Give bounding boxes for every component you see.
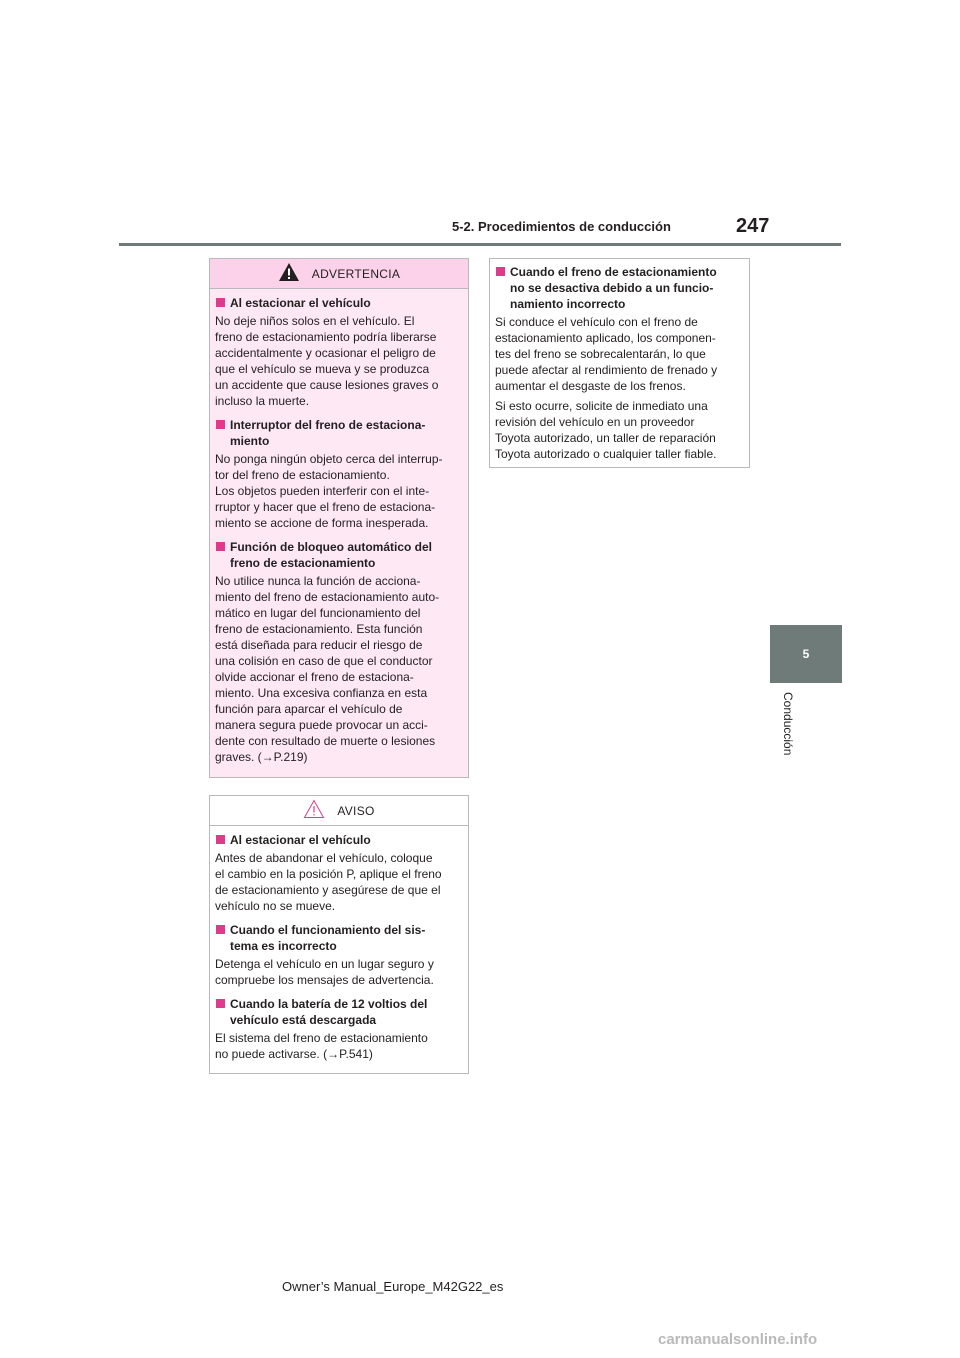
warning-header xyxy=(210,259,468,289)
chapter-label xyxy=(760,692,830,767)
notice-item-title: Al estacionar el vehículo xyxy=(215,832,464,848)
chapter-tab xyxy=(770,625,842,683)
info-body xyxy=(490,259,749,462)
warning-item-body: No deje niños solos en el vehículo. El freno de estacionamiento podría liberarse accidentalmente y ocasionar el peligro de que el vehículo se mueva y se produzca un accidente que cause lesiones graves o incluso la muerte. xyxy=(215,314,439,408)
notice-item-title: Cuando la batería de 12 voltios del vehículo está descargada xyxy=(215,996,464,1028)
info-item-body: Si conduce el vehículo con el freno de estacionamiento aplicado, los componen- tes del freno se sobrecalentarán, lo que puede afectar al rendimiento de frenado y aumentar el desgaste de los frenos. xyxy=(495,315,718,393)
notice-item-title: Cuando el funcionamiento del sis- tema es incorrecto xyxy=(215,922,464,954)
warning-item-body: No ponga ningún objeto cerca del interrup- tor del freno de estacionamiento. Los objetos pueden interferir con el inte- rruptor y hacer que el freno de estaciona- miento se accione de forma inesperada. xyxy=(215,452,443,530)
section-title: 5-2. Procedimientos de conducción xyxy=(452,219,671,234)
warning-item-title: Al estacionar el vehículo xyxy=(215,295,464,311)
notice-header xyxy=(210,796,468,826)
notice-title: AVISO xyxy=(337,803,375,818)
caution-triangle-icon xyxy=(303,799,325,819)
notice-body xyxy=(210,826,468,1062)
notice-item-body: Detenga el vehículo en un lugar seguro y compruebe los mensajes de advertencia. xyxy=(215,957,434,987)
warning-item-title: Función de bloqueo automático del freno de estacionamiento xyxy=(215,539,464,571)
notice-item-body: El sistema del freno de estacionamiento no puede activarse. (→P.541) xyxy=(215,1031,428,1061)
chapter-number: 5 xyxy=(802,647,810,661)
footer-text: Owner’s Manual_Europe_M42G22_es xyxy=(282,1279,504,1294)
info-box xyxy=(489,258,750,468)
chapter-label-text: Conducción xyxy=(781,692,795,756)
info-item-body: Si esto ocurre, solicite de inmediato una revisión del vehículo en un proveedor Toyota autorizado, un taller de reparación Toyota autorizado o cualquier taller fiable. xyxy=(495,399,717,461)
watermark: carmanualsonline.info xyxy=(658,1331,818,1348)
warning-item-title: Interruptor del freno de estaciona- miento xyxy=(215,417,464,449)
warning-title: ADVERTENCIA xyxy=(311,266,401,281)
warning-body xyxy=(210,289,468,765)
page-number: 247 xyxy=(736,215,770,237)
warning-triangle-icon xyxy=(278,262,300,282)
info-item-title: Cuando el freno de estacionamiento no se desactiva debido a un funcio- namiento incorrecto xyxy=(495,264,745,312)
notice-box xyxy=(209,795,469,1074)
header-rule xyxy=(119,243,841,246)
warning-item-body: No utilice nunca la función de acciona- miento del freno de estacionamiento auto- mático en lugar del funcionamiento del freno de estacionamiento. Esta función está diseñada para reducir el riesgo de una colisión en caso de que el conductor olvide accionar el freno de estaciona- miento. Una excesiva confianza en esta función para aparcar el vehículo de manera segura puede provocar un acci- dente con resultado de muerte o lesiones graves. (→P.219) xyxy=(215,574,440,764)
warning-box xyxy=(209,258,469,778)
notice-item-body: Antes de abandonar el vehículo, coloque el cambio en la posición P, aplique el freno de estacionamiento y asegúrese de que el vehículo no se mueve. xyxy=(215,851,442,913)
